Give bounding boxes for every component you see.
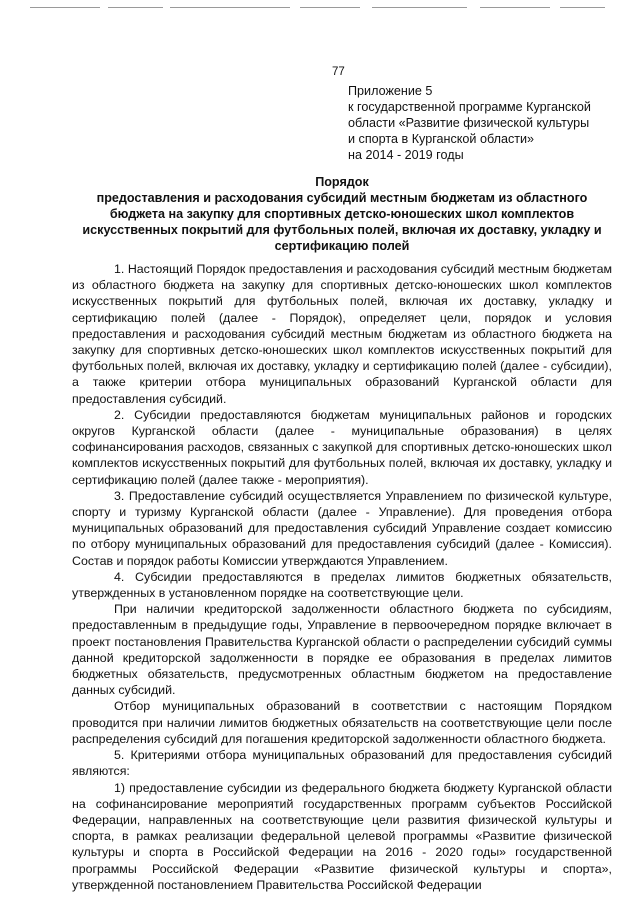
annex-line: к государственной программе Курганской	[348, 100, 591, 114]
annex-header	[348, 83, 618, 163]
paragraph: 1) предоставление субсидии из федерального бюджета бюджету Курганской области на софинансирование мероприятий государственных программ субъектов Российской Федерации, направленных на соответствующие цели развития физической культуры и спорта, в рамках реализации федеральной целевой программы «Развитие физической культуры и спорта в Российской Федерации на 2016 - 2020 годы» государственной программы Российской Федерации «Развитие физической культуры и спорта», утвержденной постановлением Правительства Российской Федерации	[72, 780, 612, 892]
title-heading: Порядок	[315, 175, 369, 189]
document-title	[72, 174, 612, 254]
title-line: бюджета на закупку для спортивных детско-юношеских школ комплектов	[109, 207, 575, 221]
document-body	[72, 261, 612, 893]
annex-line: области «Развитие физической культуры	[348, 116, 590, 130]
paragraph: 5. Критериями отбора муниципальных образований для предоставления субсидий являются:	[72, 748, 612, 779]
title-line: искусственных покрытий для футбольных полей, включая их доставку, укладку и	[82, 223, 602, 237]
annex-line: и спорта в Курганской области»	[348, 132, 535, 146]
title-line: сертификацию полей	[274, 239, 410, 253]
paragraph: При наличии кредиторской задолженности областного бюджета по субсидиям, предоставленным в предыдущие годы, Управление в первоочередном порядке включает в проект постановления Правительства Курганской области о распределении субсидий суммы данной кредиторской задолженности в порядке ее образования в пределах лимитов бюджетных обязательств, предусмотренных областным бюджетом на предоставление данных субсидий.	[72, 602, 612, 698]
annex-line: на 2014 - 2019 годы	[348, 148, 464, 162]
scan-edge-artifact	[0, 0, 640, 10]
page-number: 77	[332, 66, 345, 78]
paragraph: 4. Субсидии предоставляются в пределах лимитов бюджетных обязательств, утвержденных в установленном порядке на соответствующие цели.	[72, 569, 612, 601]
paragraph: 3. Предоставление субсидий осуществляется Управлением по физической культуре, спорту и туризму Курганской области (далее - Управление). Для проведения отбора муниципальных образований для предоставления субсидий Управление создает комиссию по отбору муниципальных образований для предоставления субсидий (далее - Комиссия). Состав и порядок работы Комиссии утверждаются Управлением.	[72, 488, 612, 568]
annex-line: Приложение 5	[348, 84, 433, 98]
paragraph: 1. Настоящий Порядок предоставления и расходования субсидий местным бюджетам из областного бюджета на закупку для спортивных детско-юношеских школ комплектов искусственных покрытий для футбольных полей, включая их доставку, укладку и сертификацию полей (далее - Порядок), определяет цели, порядок и условия предоставления и расходования субсидий местным бюджетам из областного бюджета на закупку для спортивных детско-юношеских школ комплектов искусственных покрытий для футбольных полей, включая их доставку, укладку и сертификацию полей (далее - субсидии), а также критерии отбора муниципальных образований Курганской области для предоставления субсидий.	[72, 262, 612, 406]
paragraph: 2. Субсидии предоставляются бюджетам муниципальных районов и городских округов Курганской области (далее - муниципальные образования) в целях софинансирования расходов, связанных с закупкой для спортивных детско-юношеских школ комплектов искусственных покрытий для футбольных полей, включая их доставку, укладку и сертификацию полей (далее также - мероприятия).	[72, 407, 612, 487]
paragraph: Отбор муниципальных образований в соответствии с настоящим Порядком проводится при наличии лимитов бюджетных обязательств на соответствующие цели после распределения субсидий для погашения кредиторской задолженности областного бюджета.	[72, 699, 612, 746]
title-line: предоставления и расходования субсидий местным бюджетам из областного	[96, 191, 588, 205]
